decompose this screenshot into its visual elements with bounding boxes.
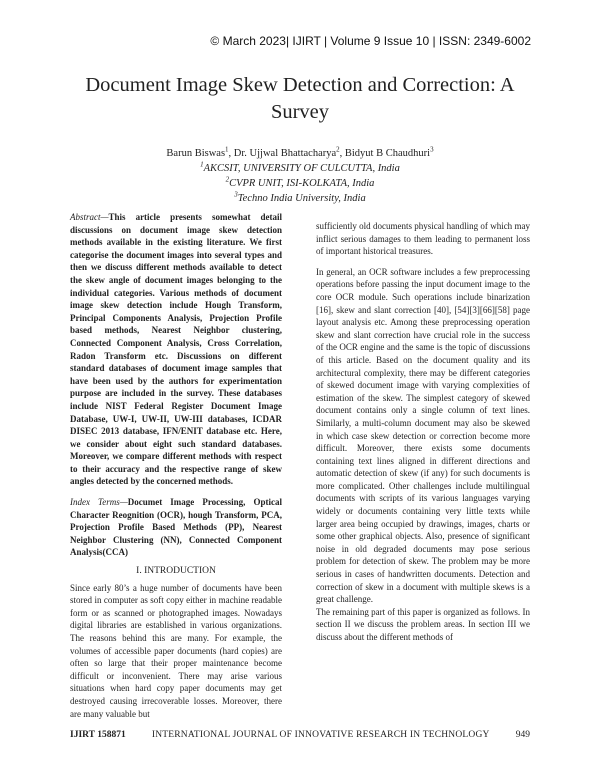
author-sup: 3	[430, 145, 434, 154]
paper-title: Document Image Skew Detection and Correction: A Survey	[85, 74, 515, 123]
footer-journal-name: INTERNATIONAL JOURNAL OF INNOVATIVE RESEARCH IN TECHNOLOGY	[151, 730, 490, 740]
page-footer	[70, 730, 530, 740]
intro-paragraph: Since early 80’s a huge number of documents have been stored in computer as soft copy either in machine readable form or as scanned or photographed images. Nowadays digital libraries are established in various organizations. The reasons behind this are many. For example, the volumes of accessible paper documents (hard copies) are often so large that their proper maintenance become difficult or inconvenient. There may arise various situations when hard copy paper documents may get destroyed causing irrecoverable losses. Moreover, there are many valuable but	[70, 582, 282, 719]
author-name: Bidyut B Chaudhuri	[344, 148, 431, 159]
body-paragraph: The remaining part of this paper is organized as follows. In section II we discuss the problem areas. In section III we discuss about the different methods of	[316, 606, 530, 642]
abstract-text: This article presents somewhat detail discussions on document image skew detection methods available in the existing literature. We first categorise the document images into several types and then we discuss different methods available to detect the skew angle of document images belonging to the individual categories. Various methods of document image skew detection include Hough Transform, Principal Components Analysis, Projection Profile based methods, Nearest Neighbor clustering, Connected Component Analysis, Cross Correlation, Radon Transform etc. Discussions on different standard databases of document image samples that have been used by the authors for experimentation purpose are included in the survey. These databases include NIST Federal Register Document Image Database, UW-I, UW-II, UW-III databases, ICDAR DISEC 2013 database, IFN/ENIT database etc. Here, we consider about eight such standard databases. Moreover, we compare different methods with respect to their accuracy and the respective range of skew angles detected by the concerned methods.	[70, 212, 282, 487]
affiliation-text: CVPR UNIT, ISI-KOLKATA, India	[229, 178, 375, 189]
section-heading-introduction: I. INTRODUCTION	[136, 566, 216, 577]
affiliation	[0, 161, 600, 176]
author-name: Barun Biswas	[166, 148, 226, 159]
affiliation-sup: 3	[234, 190, 238, 199]
affiliation-sup: 1	[200, 160, 204, 169]
footer-page-number: 949	[515, 730, 530, 740]
right-column	[316, 220, 530, 644]
affiliation	[0, 176, 600, 191]
author-name: Dr. Ujjwal Bhattacharya	[233, 148, 337, 159]
author-names: Barun Biswas$^1$, Dr. Ujjwal Bhattacharya$^2$, Bidyut B Chaudhuri$^3$	[166, 145, 434, 159]
index-terms	[70, 496, 282, 559]
abstract	[70, 211, 282, 488]
left-column	[70, 211, 282, 720]
affiliation	[0, 191, 600, 206]
footer-paper-id: IJIRT 158871	[70, 730, 126, 740]
index-terms-text: Documet Image Processing, Optical Character Reognition (OCR), hough Transform, PCA, Projection Profile Based Methods (PP), Nearest Neighbor Clustering (NN), Connected Component Analysis(CCA)	[70, 497, 282, 558]
author-block	[0, 146, 600, 206]
journal-header: © March 2023| IJIRT | Volume 9 Issue 10 | ISSN: 2349-6002	[210, 34, 531, 48]
affiliation-text: Techno India University, India	[237, 193, 366, 204]
author-sup: 1	[225, 145, 229, 154]
abstract-label: Abstract—	[70, 212, 109, 222]
index-terms-label: Index Terms—	[70, 497, 128, 508]
body-paragraph: In general, an OCR software includes a few preprocessing operations before passing the input document image to the core OCR module. Such operations include binarization [16], skew and slant correction [40], [54][3][66][58] page layout analysis etc. Among these preprocessing operation skew and slant correction have crucial role in the success of the OCR engine and the same is the topic of discussions of this article. Based on the document quality and its architectural complexity, there may be different categories of skewed document image with varying complexities of estimation of the skew. The simplest category of skewed document contains only a single column of text lines. Similarly, a multi-column document may also be skewed in which case skew detection or correction become more difficult. Moreover, there exists some documents containing text lines aligned in different directions and automatic detection of skew (if any) for such documents is more complicated. Other challenges include multilingual documents with scripts of its various languages varying widely or documents containing very little texts while larger area being occupied by drawings, images, charts or some other graphical objects. Also, presence of significant noise in old degraded documents may pose serious problem for detection of skew. The problem may be more serious in cases of handwritten documents. Detection and correction of skew in a document with multiple skews is a great challenge.	[316, 266, 530, 605]
body-paragraph: sufficiently old documents physical handling of which may inflict serious damages to them leading to permanent loss of important historical treasures.	[316, 221, 530, 257]
author-sup: 2	[336, 145, 340, 154]
affiliation-sup: 2	[225, 175, 230, 184]
affiliation-text: AKCSIT, UNIVERSITY OF CULCUTTA, India	[203, 163, 400, 174]
